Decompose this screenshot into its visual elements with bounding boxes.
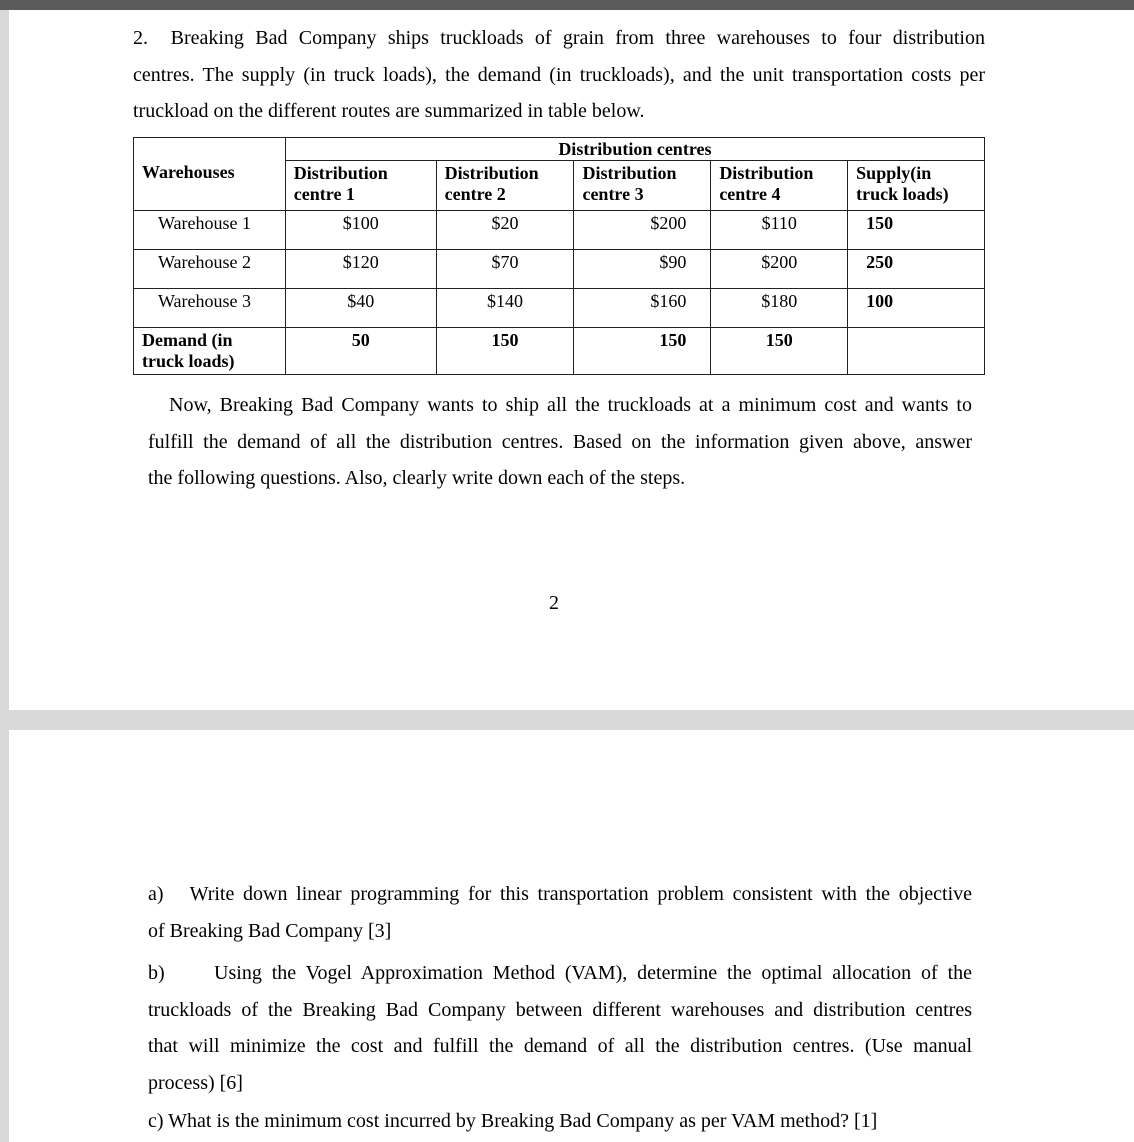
row-label: Warehouse 1 bbox=[134, 211, 286, 250]
part-b-line-3: that will minimize the cost and fulfill the demand of all the distribution centres. (Use manual bbox=[148, 1035, 972, 1057]
supply-cell: 100 bbox=[848, 289, 985, 328]
cost-cell: $110 bbox=[711, 211, 848, 250]
cost-cell: $20 bbox=[436, 211, 574, 250]
supply-cell: 250 bbox=[848, 250, 985, 289]
part-a bbox=[148, 876, 972, 949]
demand-cell: 150 bbox=[711, 328, 848, 375]
part-b bbox=[148, 955, 972, 1101]
demand-cell: 50 bbox=[285, 328, 436, 375]
document-page-1 bbox=[9, 10, 1134, 710]
cost-cell: $100 bbox=[285, 211, 436, 250]
demand-label: Demand (in truck loads) bbox=[134, 328, 286, 375]
intro-line-1: 2. Breaking Bad Company ships truckloads of grain from three warehouses to four distribution bbox=[133, 27, 985, 49]
followup-line-1: Now, Breaking Bad Company wants to ship all the truckloads at a minimum cost and wants to bbox=[169, 394, 972, 416]
empty-cell bbox=[848, 328, 985, 375]
cost-cell: $180 bbox=[711, 289, 848, 328]
part-c-line: c) What is the minimum cost incurred by Breaking Bad Company as per VAM method? [1] bbox=[148, 1110, 878, 1132]
part-c bbox=[148, 1103, 972, 1140]
col-header-dc1: Distribution centre 1 bbox=[285, 161, 436, 211]
table-row bbox=[134, 250, 985, 289]
demand-cell: 150 bbox=[436, 328, 574, 375]
supply-cell: 150 bbox=[848, 211, 985, 250]
table-row bbox=[134, 211, 985, 250]
warehouses-header: Warehouses bbox=[134, 138, 286, 211]
page-number: 2 bbox=[549, 592, 559, 614]
cost-cell: $120 bbox=[285, 250, 436, 289]
cost-cell: $40 bbox=[285, 289, 436, 328]
distribution-centres-header: Distribution centres bbox=[285, 138, 984, 161]
table-super-header-row bbox=[134, 138, 985, 161]
transportation-table bbox=[133, 137, 985, 375]
followup-paragraph bbox=[148, 387, 972, 497]
demand-row bbox=[134, 328, 985, 375]
table-row bbox=[134, 289, 985, 328]
cost-cell: $90 bbox=[574, 250, 711, 289]
part-b-line-4: process) [6] bbox=[148, 1071, 243, 1094]
question-intro bbox=[133, 20, 985, 130]
row-label: Warehouse 3 bbox=[134, 289, 286, 328]
col-header-dc4: Distribution centre 4 bbox=[711, 161, 848, 211]
col-header-supply: Supply(in truck loads) bbox=[848, 161, 985, 211]
followup-line-2: fulfill the demand of all the distribution centres. Based on the information given above, answer bbox=[148, 430, 972, 453]
demand-cell: 150 bbox=[574, 328, 711, 375]
question-number: 2. bbox=[133, 27, 148, 49]
part-b-line-2: truckloads of the Breaking Bad Company between different warehouses and distribution centres bbox=[148, 998, 972, 1021]
part-a-line-2: of Breaking Bad Company [3] bbox=[148, 919, 392, 942]
cost-cell: $200 bbox=[574, 211, 711, 250]
intro-line-2: centres. The supply (in truck loads), the demand (in truckloads), and the unit transportation costs per bbox=[133, 63, 985, 86]
followup-line-3: the following questions. Also, clearly write down each of the steps. bbox=[148, 467, 686, 489]
part-b-line-1: b) Using the Vogel Approximation Method (VAM), determine the optimal allocation of the bbox=[148, 962, 972, 984]
row-label: Warehouse 2 bbox=[134, 250, 286, 289]
col-header-dc2: Distribution centre 2 bbox=[436, 161, 574, 211]
cost-cell: $140 bbox=[436, 289, 574, 328]
document-page-2 bbox=[9, 730, 1134, 1142]
intro-line-3: truckload on the different routes are summarized in table below. bbox=[133, 100, 645, 122]
part-a-marker: a) bbox=[148, 883, 164, 905]
part-b-marker: b) bbox=[148, 962, 165, 984]
col-header-dc3: Distribution centre 3 bbox=[574, 161, 711, 211]
part-a-line-1: a) Write down linear programming for this transportation problem consistent with the objective bbox=[148, 883, 973, 905]
cost-cell: $200 bbox=[711, 250, 848, 289]
window-top-bar bbox=[0, 0, 1134, 10]
cost-cell: $70 bbox=[436, 250, 574, 289]
cost-cell: $160 bbox=[574, 289, 711, 328]
